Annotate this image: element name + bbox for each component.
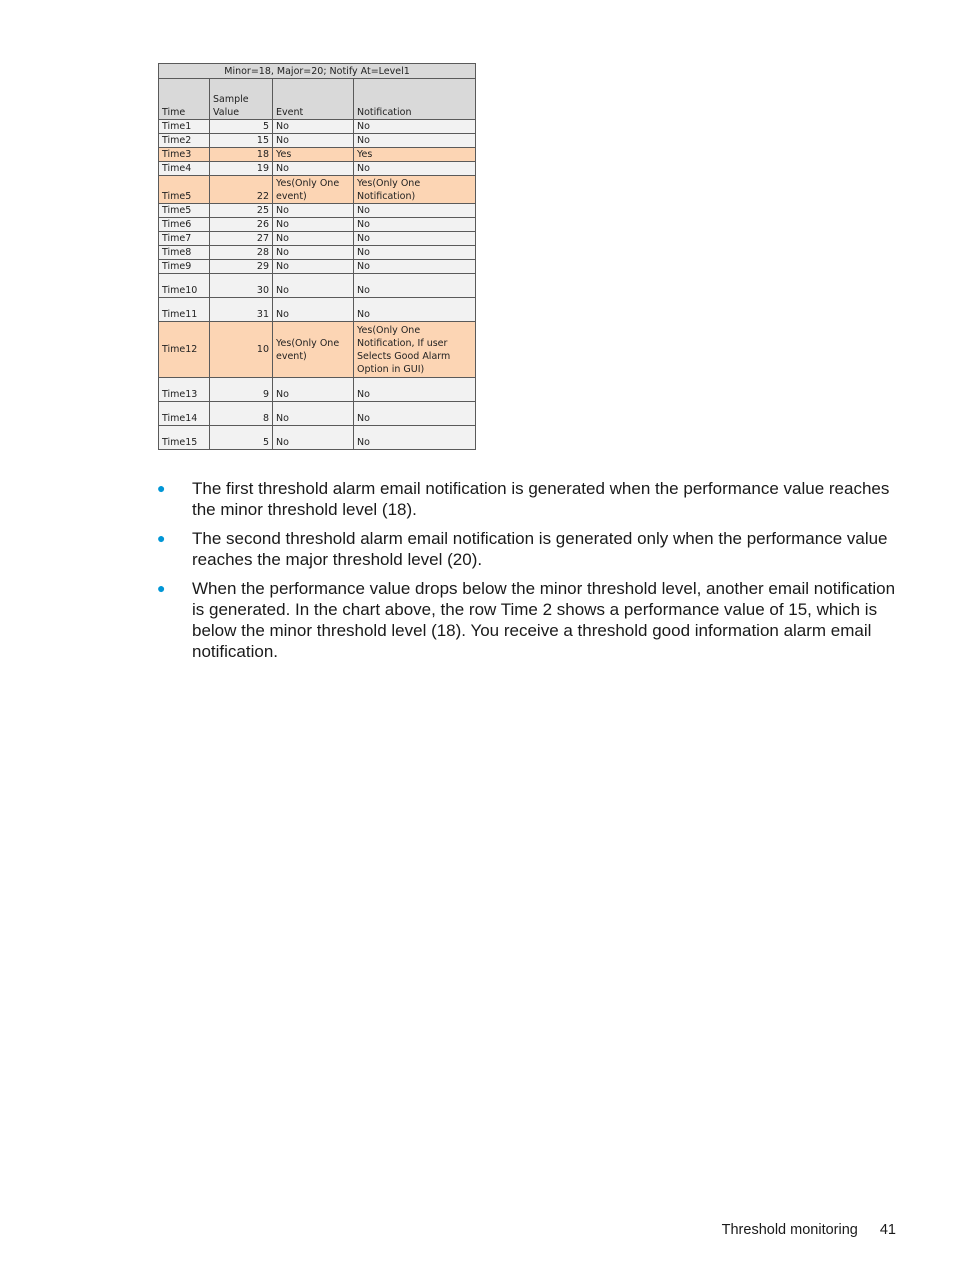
cell-notification: No	[354, 162, 476, 176]
cell-notification: Yes(Only One Notification)	[354, 176, 476, 204]
cell-event: No	[273, 298, 354, 322]
table-row	[159, 218, 476, 232]
bullet-item	[155, 578, 900, 662]
cell-notification: No	[354, 378, 476, 402]
page-footer	[722, 1222, 896, 1238]
cell-time: Time1	[159, 120, 210, 134]
cell-event: Yes(Only One event)	[273, 176, 354, 204]
cell-time: Time13	[159, 378, 210, 402]
cell-time: Time12	[159, 322, 210, 378]
table-row	[159, 134, 476, 148]
bullet-item	[155, 478, 900, 520]
footer-section-title: Threshold monitoring	[721, 1222, 858, 1238]
cell-value: 19	[210, 162, 273, 176]
cell-value: 29	[210, 260, 273, 274]
cell-time: Time3	[159, 148, 210, 162]
cell-notification: No	[354, 298, 476, 322]
cell-event: No	[273, 218, 354, 232]
cell-value: 22	[210, 176, 273, 204]
threshold-table	[158, 63, 476, 450]
col-header-notification: Notification	[354, 79, 476, 120]
table-row	[159, 274, 476, 298]
cell-event: No	[273, 378, 354, 402]
cell-notification: No	[354, 426, 476, 450]
table-row	[159, 204, 476, 218]
table-row	[159, 298, 476, 322]
table-row	[159, 232, 476, 246]
table-row	[159, 402, 476, 426]
cell-time: Time7	[159, 232, 210, 246]
bullet-dot-icon: ●	[157, 530, 166, 546]
cell-event: No	[273, 426, 354, 450]
cell-notification: No	[354, 232, 476, 246]
cell-time: Time9	[159, 260, 210, 274]
cell-time: Time14	[159, 402, 210, 426]
bullet-dot-icon: ●	[157, 480, 166, 496]
cell-event: No	[273, 246, 354, 260]
cell-value: 8	[210, 402, 273, 426]
cell-value: 18	[210, 148, 273, 162]
cell-time: Time10	[159, 274, 210, 298]
bullet-text: When the performance value drops below the minor threshold level, another email notification is generated. In the chart above, the row Time 2 shows a performance value of 15, which is below the minor threshold level (18). You receive a threshold good information alarm email notification.	[192, 579, 896, 661]
cell-event: No	[273, 260, 354, 274]
cell-value: 25	[210, 204, 273, 218]
cell-notification: Yes	[354, 148, 476, 162]
table-row	[159, 260, 476, 274]
bullet-dot-icon: ●	[157, 580, 166, 596]
cell-notification: No	[354, 204, 476, 218]
cell-value: 28	[210, 246, 273, 260]
cell-value: 26	[210, 218, 273, 232]
bullet-list	[155, 478, 900, 670]
table-title-row	[159, 64, 476, 79]
table-row	[159, 120, 476, 134]
bullet-item	[155, 528, 900, 570]
cell-event: No	[273, 134, 354, 148]
table-row	[159, 378, 476, 402]
cell-event: No	[273, 120, 354, 134]
cell-notification: Yes(Only One Notification, If user Selects Good Alarm Option in GUI)	[354, 322, 476, 378]
cell-event: Yes	[273, 148, 354, 162]
cell-time: Time6	[159, 218, 210, 232]
cell-time: Time8	[159, 246, 210, 260]
cell-event: No	[273, 204, 354, 218]
cell-value: 5	[210, 426, 273, 450]
table-header-row	[159, 79, 476, 120]
cell-notification: No	[354, 246, 476, 260]
bullet-text: The second threshold alarm email notification is generated only when the performance value reaches the major threshold level (20).	[192, 529, 888, 569]
cell-time: Time4	[159, 162, 210, 176]
cell-event: No	[273, 402, 354, 426]
bullet-text: The first threshold alarm email notification is generated when the performance value reaches the minor threshold level (18).	[192, 479, 890, 519]
cell-value: 9	[210, 378, 273, 402]
cell-time: Time5	[159, 204, 210, 218]
col-header-time: Time	[159, 79, 210, 120]
table-row-highlighted	[159, 148, 476, 162]
cell-event: No	[273, 274, 354, 298]
table-row-highlighted	[159, 322, 476, 378]
cell-time: Time11	[159, 298, 210, 322]
cell-event: No	[273, 232, 354, 246]
cell-event: No	[273, 162, 354, 176]
table-row	[159, 162, 476, 176]
cell-value: 10	[210, 322, 273, 378]
cell-notification: No	[354, 218, 476, 232]
cell-value: 31	[210, 298, 273, 322]
cell-time: Time5	[159, 176, 210, 204]
cell-notification: No	[354, 134, 476, 148]
cell-notification: No	[354, 274, 476, 298]
cell-value: 5	[210, 120, 273, 134]
cell-value: 15	[210, 134, 273, 148]
cell-value: 27	[210, 232, 273, 246]
cell-event: Yes(Only One event)	[273, 322, 354, 378]
page-number: 41	[879, 1222, 896, 1238]
cell-time: Time2	[159, 134, 210, 148]
table-title: Minor=18, Major=20; Notify At=Level1	[159, 64, 476, 79]
table-row-highlighted	[159, 176, 476, 204]
table-row	[159, 246, 476, 260]
col-header-sample-value: Sample Value	[210, 79, 273, 120]
table-row	[159, 426, 476, 450]
cell-value: 30	[210, 274, 273, 298]
cell-time: Time15	[159, 426, 210, 450]
cell-notification: No	[354, 120, 476, 134]
cell-notification: No	[354, 260, 476, 274]
cell-notification: No	[354, 402, 476, 426]
col-header-event: Event	[273, 79, 354, 120]
